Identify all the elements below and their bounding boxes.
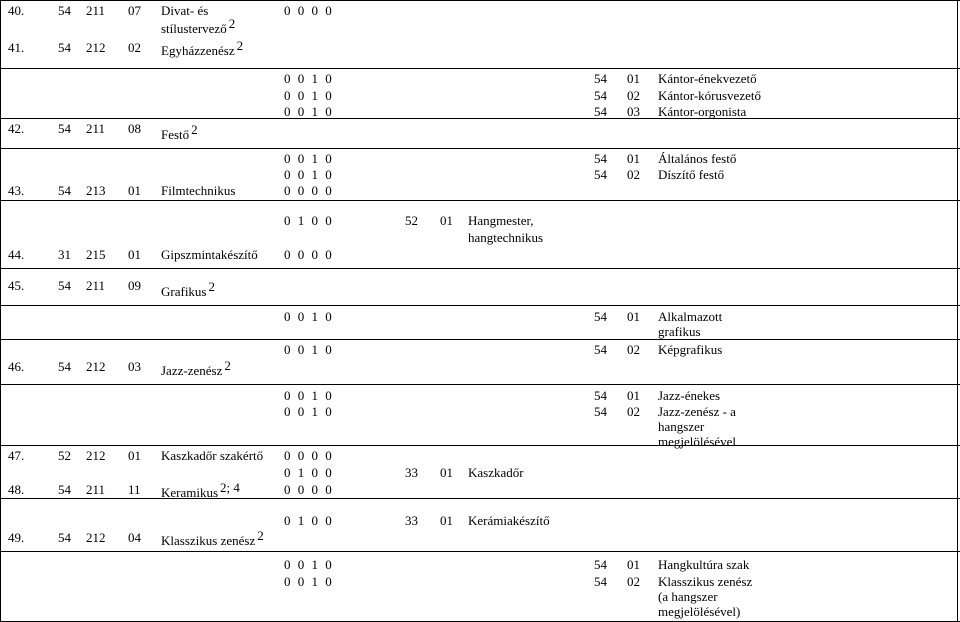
sub-codes: 0 0 1 0 [284, 71, 332, 86]
sub-label: Általános festő [658, 151, 737, 166]
occupation-name: Festő 2 [161, 122, 198, 142]
sub-label: Kerámiakészítő [468, 513, 550, 528]
code-2: 213 [86, 183, 106, 198]
status-codes: 0 0 0 0 [284, 3, 332, 18]
sub-codes: 0 0 1 0 [284, 151, 332, 166]
row-number: 44. [8, 247, 25, 262]
code-1: 54 [58, 3, 71, 18]
grid-line [0, 118, 960, 119]
code-1: 54 [58, 530, 71, 545]
code-3: 09 [128, 278, 141, 293]
sub-code-2: 01 [440, 465, 453, 480]
code-2: 212 [86, 40, 106, 55]
sub-code-1: 54 [594, 388, 607, 403]
code-3: 08 [128, 121, 141, 136]
code-2: 211 [86, 121, 106, 136]
sub-codes: 0 1 0 0 [284, 213, 332, 228]
code-3: 01 [128, 183, 141, 198]
row-number: 45. [8, 278, 25, 293]
grid-line [0, 200, 960, 201]
grid-line [0, 445, 960, 446]
code-1: 54 [58, 482, 71, 497]
sub-code-2: 01 [627, 151, 640, 166]
row-number: 47. [8, 448, 25, 463]
grid-line [0, 0, 1, 622]
occupation-name: Jazz-zenész 2 [161, 358, 231, 378]
sub-code-2: 02 [627, 342, 640, 357]
sub-code-2: 01 [627, 388, 640, 403]
sub-codes: 0 1 0 0 [284, 465, 332, 480]
row-number: 41. [8, 40, 25, 55]
row-number: 48. [8, 482, 25, 497]
sub-code-2: 02 [627, 167, 640, 182]
grid-line [0, 339, 960, 340]
status-codes: 0 0 0 0 [284, 448, 332, 463]
sub-label-cont: grafikus [658, 324, 701, 339]
occupation-name: Klasszikus zenész 2 [161, 528, 264, 548]
row-number: 43. [8, 183, 25, 198]
status-codes: 0 0 0 0 [284, 183, 332, 198]
sub-label: Kántor-orgonista [658, 104, 747, 119]
grid-line [0, 551, 960, 552]
code-3: 03 [128, 359, 141, 374]
occupation-name: Filmtechnikus [161, 183, 236, 198]
grid-line [0, 498, 960, 499]
sub-code-2: 01 [440, 213, 453, 228]
code-2: 211 [86, 482, 106, 497]
sub-code-2: 02 [627, 574, 640, 589]
code-2: 212 [86, 530, 106, 545]
sub-label: Jazz-zenész - a [658, 404, 736, 419]
code-3: 02 [128, 40, 141, 55]
sub-code-2: 02 [627, 88, 640, 103]
grid-line [957, 0, 958, 622]
occupation-name: Kaszkadőr szakértő [161, 448, 264, 463]
code-3: 07 [128, 3, 141, 18]
occupation-name: Grafikus 2 [161, 279, 215, 299]
sub-code-1: 54 [594, 151, 607, 166]
sub-codes: 0 0 1 0 [284, 88, 332, 103]
sub-code-1: 54 [594, 88, 607, 103]
occupation-name: Egyházzenész 2 [161, 38, 244, 58]
sub-code-1: 54 [594, 342, 607, 357]
code-1: 54 [58, 278, 71, 293]
sub-code-2: 03 [627, 104, 640, 119]
sub-code-2: 02 [627, 404, 640, 419]
sub-code-1: 54 [594, 167, 607, 182]
code-1: 54 [58, 40, 71, 55]
occupation-name: Divat- és [161, 3, 209, 18]
code-2: 212 [86, 448, 106, 463]
sub-label-cont: megjelölésével) [658, 604, 741, 619]
status-codes: 0 0 0 0 [284, 247, 332, 262]
code-1: 54 [58, 121, 71, 136]
grid-line [0, 384, 960, 385]
sub-label: Kántor-énekvezető [658, 71, 757, 86]
code-2: 211 [86, 3, 106, 18]
sub-code-1: 52 [405, 213, 418, 228]
sub-codes: 0 0 1 0 [284, 167, 332, 182]
sub-code-1: 54 [594, 309, 607, 324]
row-number: 49. [8, 530, 25, 545]
grid-line [0, 305, 960, 306]
sub-label: Díszítő festő [658, 167, 725, 182]
sub-label: Kaszkadőr [468, 465, 524, 480]
row-number: 40. [8, 3, 25, 18]
occupation-name-cont: stílustervező 2 [161, 16, 236, 36]
sub-code-2: 01 [627, 309, 640, 324]
code-3: 01 [128, 247, 141, 262]
sub-label-cont: (a hangszer [658, 589, 718, 604]
code-2: 212 [86, 359, 106, 374]
sub-label: Klasszikus zenész [658, 574, 753, 589]
code-1: 31 [58, 247, 71, 262]
code-3: 01 [128, 448, 141, 463]
sub-codes: 0 1 0 0 [284, 513, 332, 528]
sub-code-2: 01 [440, 513, 453, 528]
code-3: 04 [128, 530, 141, 545]
sub-code-2: 01 [627, 557, 640, 572]
sub-label-cont: hangszer [658, 419, 705, 434]
sub-code-1: 54 [594, 557, 607, 572]
sub-code-2: 01 [627, 71, 640, 86]
code-3: 11 [128, 482, 141, 497]
sub-code-1: 54 [594, 71, 607, 86]
code-1: 52 [58, 448, 71, 463]
sub-codes: 0 0 1 0 [284, 342, 332, 357]
sub-codes: 0 0 1 0 [284, 574, 332, 589]
grid-line [0, 68, 960, 69]
occupation-name: Keramikus 2; 4 [161, 480, 240, 500]
grid-line [0, 148, 960, 149]
code-2: 211 [86, 278, 106, 293]
sub-label-cont: megjelölésével [658, 434, 736, 449]
sub-label: Jazz-énekes [658, 388, 721, 403]
sub-code-1: 33 [405, 513, 418, 528]
sub-code-1: 54 [594, 574, 607, 589]
sub-codes: 0 0 1 0 [284, 104, 332, 119]
sub-code-1: 33 [405, 465, 418, 480]
sub-codes: 0 0 1 0 [284, 404, 332, 419]
status-codes: 0 0 0 0 [284, 482, 332, 497]
sub-label: Hangmester, [468, 213, 534, 228]
sub-codes: 0 0 1 0 [284, 388, 332, 403]
sub-label: Alkalmazott [658, 309, 723, 324]
occupation-name: Gipszmintakészítő [161, 247, 258, 262]
code-1: 54 [58, 359, 71, 374]
sub-label: Hangkultúra szak [658, 557, 750, 572]
row-number: 42. [8, 121, 25, 136]
grid-line [0, 0, 960, 1]
grid-line [0, 268, 960, 269]
sub-codes: 0 0 1 0 [284, 309, 332, 324]
row-number: 46. [8, 359, 25, 374]
sub-label-cont: hangtechnikus [468, 230, 544, 245]
sub-label: Képgrafikus [658, 342, 723, 357]
sub-codes: 0 0 1 0 [284, 557, 332, 572]
sub-code-1: 54 [594, 104, 607, 119]
sub-label: Kántor-kórusvezető [658, 88, 761, 103]
sub-code-1: 54 [594, 404, 607, 419]
code-1: 54 [58, 183, 71, 198]
code-2: 215 [86, 247, 106, 262]
